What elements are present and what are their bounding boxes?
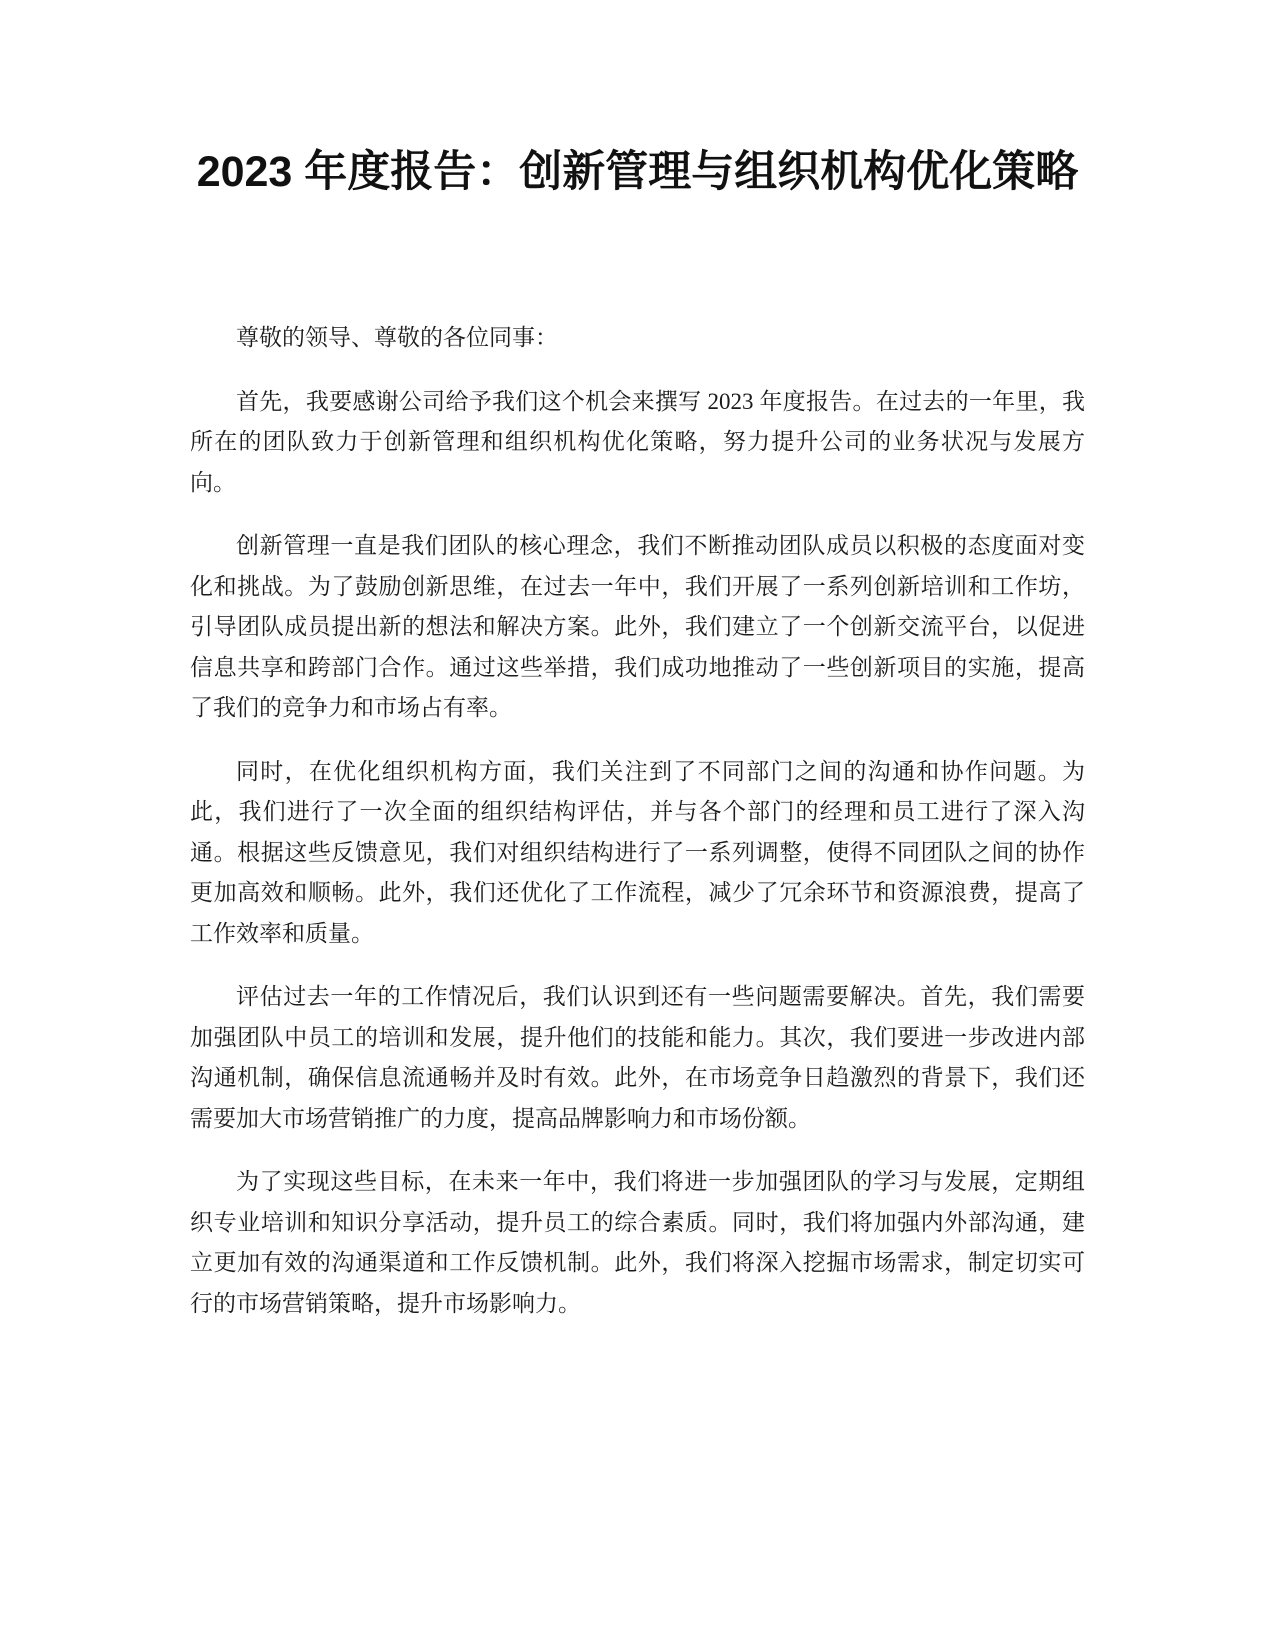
paragraph-innovation-management: 创新管理一直是我们团队的核心理念，我们不断推动团队成员以积极的态度面对变化和挑战。为了鼓励创新思维，在过去一年中，我们开展了一系列创新培训和工作坊，引导团队成员提出新的想法和解决方案。此外，我们建立了一个创新交流平台，以促进信息共享和跨部门合作。通过这些举措，我们成功地推动了一些创新项目的实施，提高了我们的竞争力和市场占有率。	[190, 533, 1085, 720]
paragraph-organization-optimization: 同时，在优化组织机构方面，我们关注到了不同部门之间的沟通和协作问题。为此，我们进行了一次全面的组织结构评估，并与各个部门的经理和员工进行了深入沟通。根据这些反馈意见，我们对组织结构进行了一系列调整，使得不同团队之间的协作更加高效和顺畅。此外，我们还优化了工作流程，减少了冗余环节和资源浪费，提高了工作效率和质量。	[190, 758, 1085, 946]
paragraph-intro: 首先，我要感谢公司给予我们这个机会来撰写 2023 年度报告。在过去的一年里，我所在的团队致力于创新管理和组织机构优化策略，努力提升公司的业务状况与发展方向。	[190, 388, 1085, 495]
paragraph-issues: 评估过去一年的工作情况后，我们认识到还有一些问题需要解决。首先，我们需要加强团队中员工的培训和发展，提升他们的技能和能力。其次，我们要进一步改进内部沟通机制，确保信息流通畅并及时有效。此外，在市场竞争日趋激烈的背景下，我们还需要加大市场营销推广的力度，提高品牌影响力和市场份额。	[190, 984, 1085, 1131]
document-body	[190, 318, 1085, 1347]
document-title: 2023 年度报告：创新管理与组织机构优化策略	[196, 148, 1079, 196]
paragraph-future-plans: 为了实现这些目标，在未来一年中，我们将进一步加强团队的学习与发展，定期组织专业培训和知识分享活动，提升员工的综合素质。同时，我们将加强内外部沟通，建立更加有效的沟通渠道和工作反馈机制。此外，我们将深入挖掘市场需求，制定切实可行的市场营销策略，提升市场影响力。	[190, 1169, 1085, 1316]
salutation: 尊敬的领导、尊敬的各位同事：	[236, 325, 558, 350]
